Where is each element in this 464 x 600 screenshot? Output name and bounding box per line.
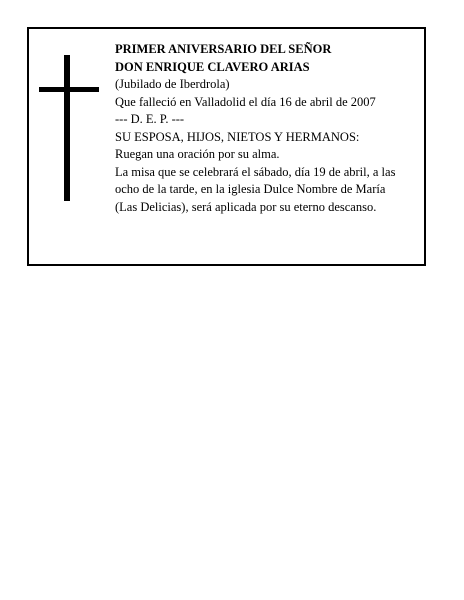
deceased-name: DON ENRIQUE CLAVERO ARIAS bbox=[115, 59, 310, 74]
family-line: SU ESPOSA, HIJOS, NIETOS Y HERMANOS: bbox=[115, 129, 360, 144]
notice-text bbox=[115, 41, 415, 216]
mass-info-line-2: ocho de la tarde, en la iglesia Dulce Nombre de María bbox=[115, 182, 386, 196]
mass-info-line-3: (Las Delicias), será aplicada por su eterno descanso. bbox=[115, 199, 377, 214]
deceased-occupation: (Jubilado de Iberdrola) bbox=[115, 77, 230, 91]
mass-info-line-1: La misa que se celebrará el sábado, día 19 de abril, a las bbox=[115, 164, 396, 179]
cross-horizontal-bar bbox=[39, 87, 99, 92]
notice-heading-line: PRIMER ANIVERSARIO DEL SEÑOR bbox=[115, 42, 332, 56]
rip-line: --- D. E. P. --- bbox=[115, 112, 185, 126]
latin-cross-icon bbox=[39, 55, 99, 201]
death-place-date: Que falleció en Valladolid el día 16 de abril de 2007 bbox=[115, 94, 376, 109]
obituary-notice bbox=[27, 27, 426, 266]
cross-vertical-bar bbox=[64, 55, 70, 201]
prayer-request: Ruegan una oración por su alma. bbox=[115, 147, 280, 161]
